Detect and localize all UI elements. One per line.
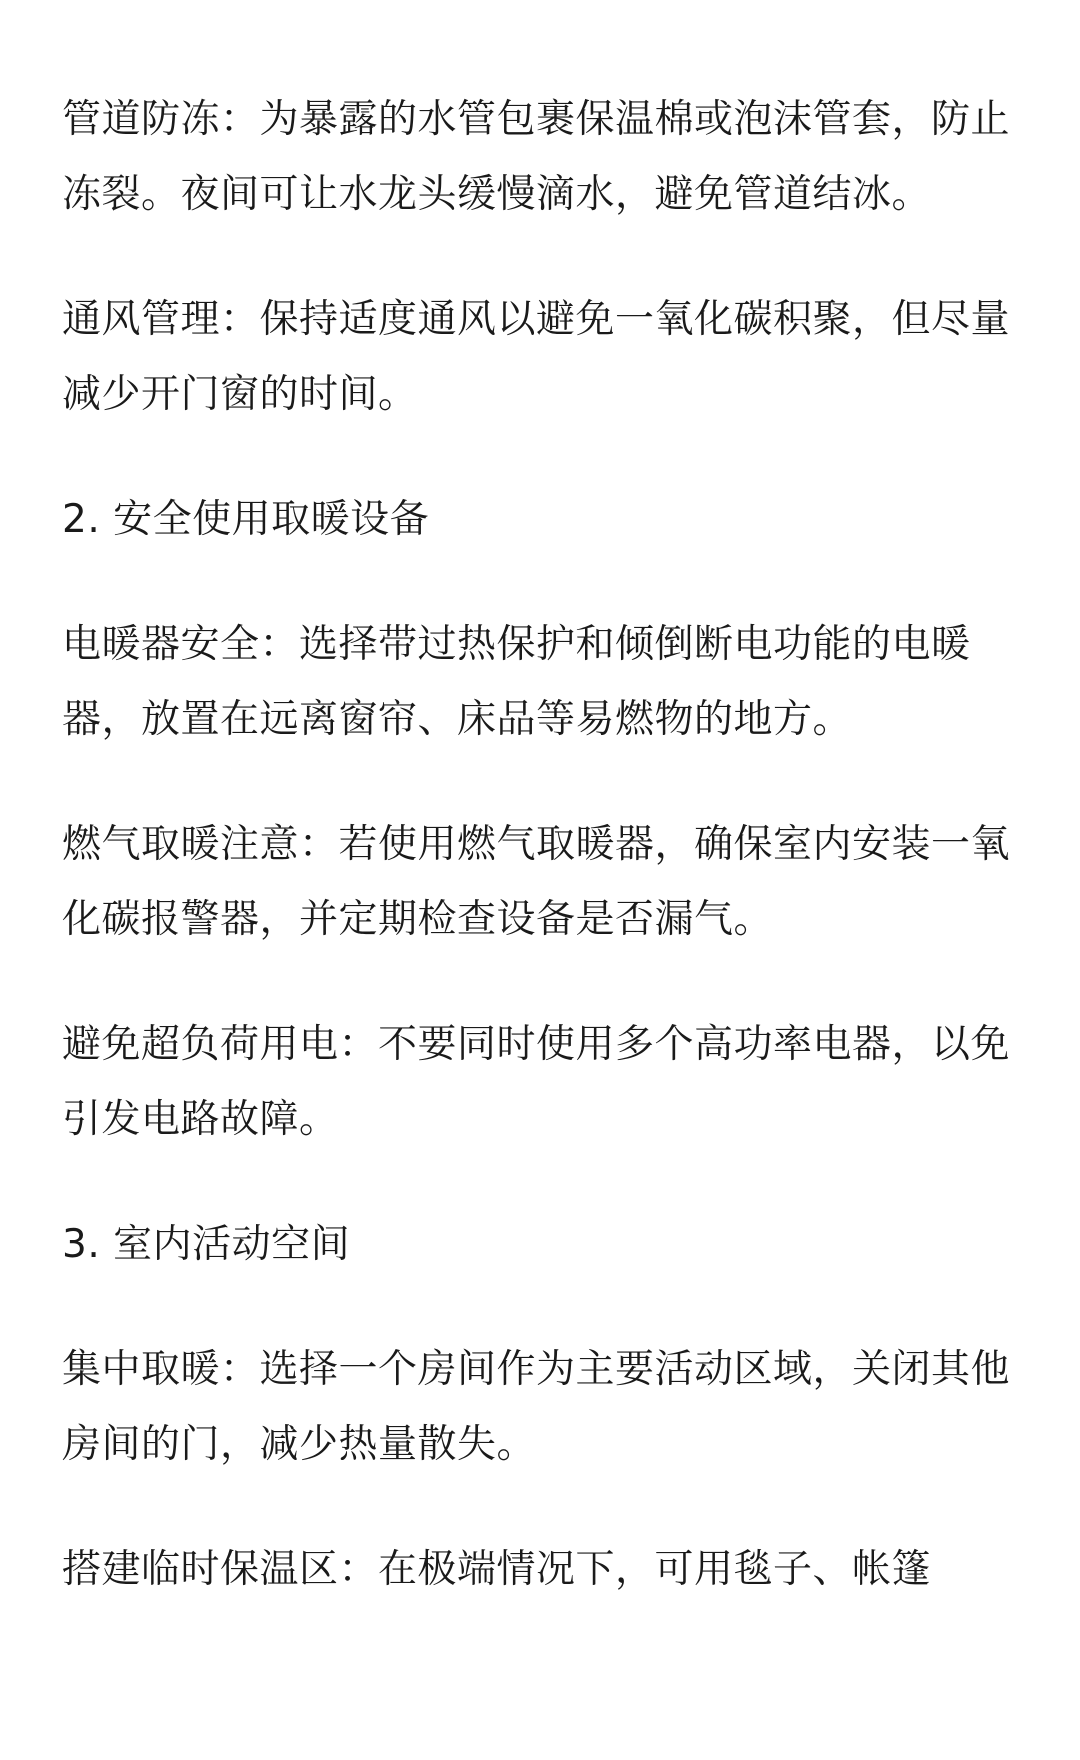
paragraph-electric-heater-safety: 电暖器安全：选择带过热保护和倾倒断电功能的电暖器，放置在远离窗帘、床品等易燃物的地方。: [62, 622, 971, 742]
section-heading-heating-devices: 2. 安全使用取暖设备: [62, 497, 430, 542]
paragraph-pipe-antifreeze: 管道防冻：为暴露的水管包裹保温棉或泡沫管套，防止冻裂。夜间可让水龙头缓慢滴水，避免管道结冰。: [62, 97, 1011, 217]
paragraph-centralized-heating: 集中取暖：选择一个房间作为主要活动区域，关闭其他房间的门，减少热量散失。: [62, 1347, 1011, 1467]
paragraph-temporary-warm-zone: 搭建临时保温区：在极端情况下，可用毯子、帐篷: [62, 1547, 932, 1592]
article-body: [62, 82, 1022, 1657]
paragraph-avoid-overload: 避免超负荷用电：不要同时使用多个高功率电器，以免引发电路故障。: [62, 1022, 1011, 1142]
paragraph-ventilation: 通风管理：保持适度通风以避免一氧化碳积聚，但尽量减少开门窗的时间。: [62, 297, 1011, 417]
paragraph-gas-heating: 燃气取暖注意：若使用燃气取暖器，确保室内安装一氧化碳报警器，并定期检查设备是否漏气。: [62, 822, 1011, 942]
section-heading-indoor-space: 3. 室内活动空间: [62, 1222, 351, 1267]
